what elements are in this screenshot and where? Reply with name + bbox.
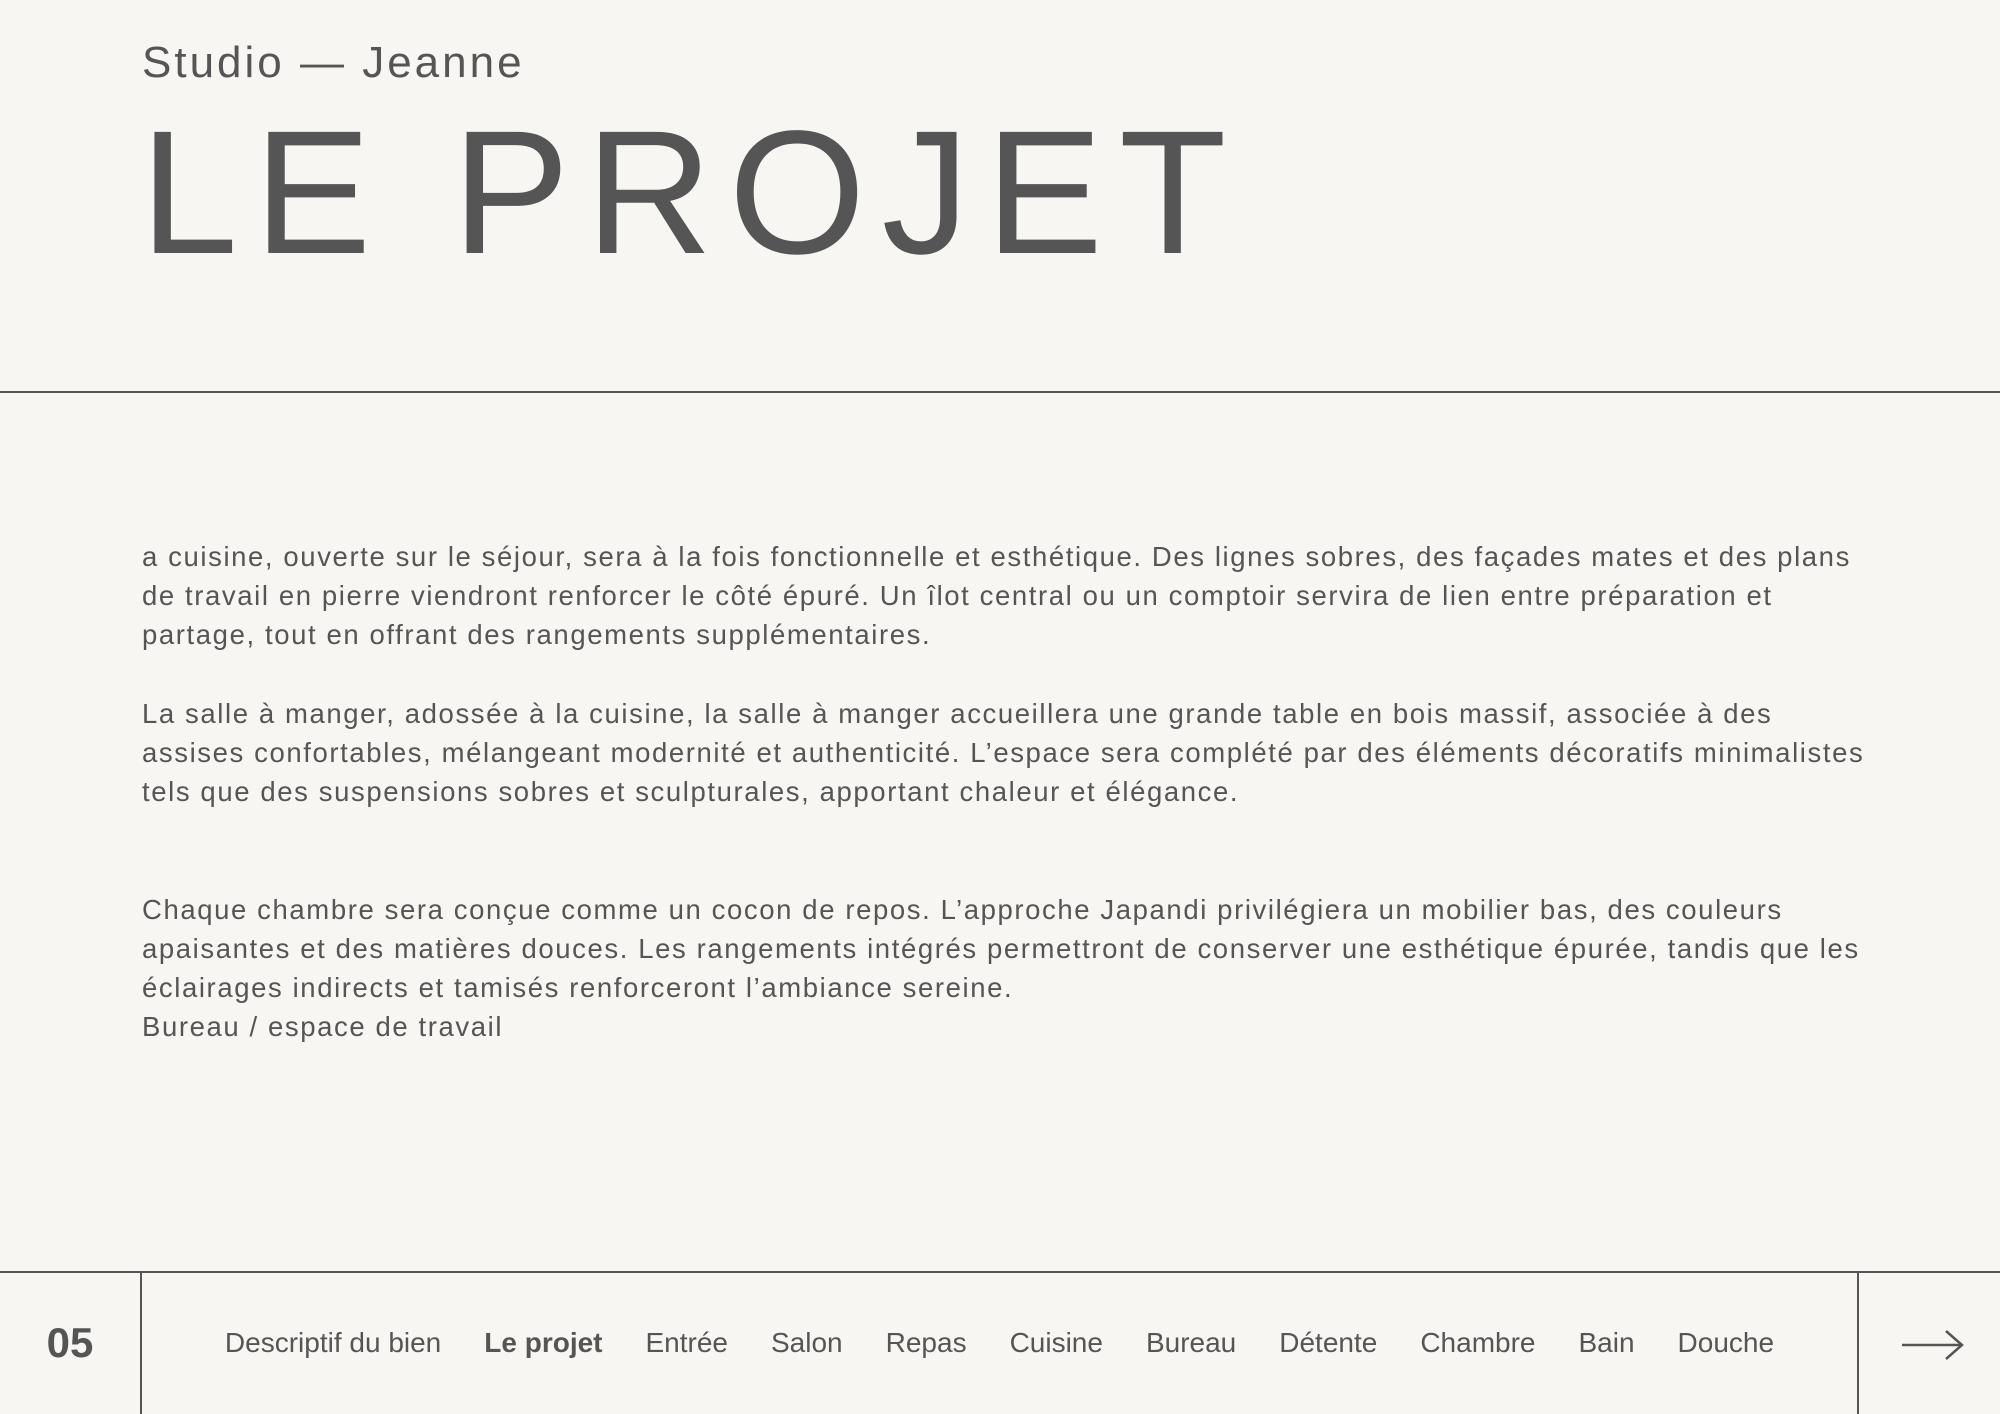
nav-item-repas[interactable]: Repas <box>885 1326 967 1358</box>
arrow-right-icon[interactable] <box>1900 1325 1966 1365</box>
footer-divider-right <box>1857 1271 1859 1414</box>
nav-item-cuisine[interactable]: Cuisine <box>1009 1326 1103 1358</box>
nav-item-detente[interactable]: Détente <box>1279 1326 1378 1358</box>
paragraph-bedroom-text: Chaque chambre sera conçue comme un cocon de repos. L’approche Japandi privilégiera un mobilier bas, des couleurs apaisantes et des matières douces. Les rangements intégrés permettront de conserver une esthétique épurée, tandis que les éclairages indirects et tamisés renforceront l’ambiance sereine. <box>142 894 1860 1003</box>
nav-item-salon[interactable]: Salon <box>771 1326 843 1358</box>
nav-item-bain[interactable]: Bain <box>1578 1326 1635 1358</box>
header-divider <box>0 391 2000 393</box>
page-subtitle: Studio — Jeanne <box>142 38 525 87</box>
section-nav <box>142 1271 1857 1414</box>
nav-item-entree[interactable]: Entrée <box>645 1326 728 1358</box>
nav-item-douche[interactable]: Douche <box>1677 1326 1775 1358</box>
nav-item-descriptif[interactable]: Descriptif du bien <box>224 1326 442 1358</box>
paragraph-bedroom <box>142 890 1882 1046</box>
page-number: 05 <box>46 1319 94 1366</box>
nav-item-chambre[interactable]: Chambre <box>1420 1326 1536 1358</box>
nav-item-bureau[interactable]: Bureau <box>1145 1326 1237 1358</box>
footer-navigation <box>0 1271 2000 1414</box>
page-title: LE PROJET <box>140 95 1243 291</box>
paragraph-office-line: Bureau / espace de travail <box>142 1011 504 1042</box>
nav-item-le-projet[interactable]: Le projet <box>484 1326 603 1358</box>
paragraph-kitchen: a cuisine, ouverte sur le séjour, sera à la fois fonctionnelle et esthétique. Des lignes sobres, des façades mates et des plans de travail en pierre viendront renforcer le côté épuré. Un îlot central ou un comptoir servira de lien entre préparation et partage, tout en offrant des rangements supplémentaires. <box>142 541 1851 650</box>
paragraph-dining: La salle à manger, adossée à la cuisine, la salle à manger accueillera une grande table en bois massif, associée à des assises confortables, mélangeant modernité et authenticité. L’espace sera complété par des éléments décoratifs minimalistes tels que des suspensions sobres et sculpturales, apportant chaleur et élégance. <box>142 698 1865 807</box>
